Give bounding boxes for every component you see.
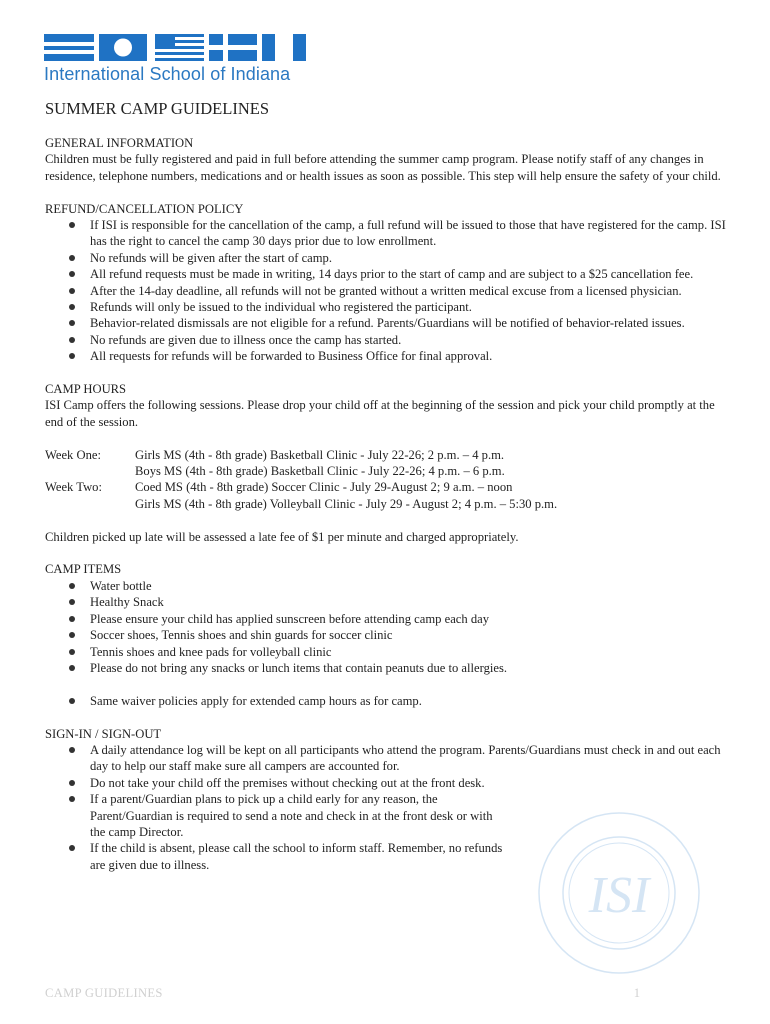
list-item: If the child is absent, please call the school to inform staff. Remember, no refunds are given due to illness.: [90, 840, 505, 873]
late-fee-note: Children picked up late will be assessed a late fee of $1 per minute and charged appropriately.: [45, 529, 519, 544]
week-label: Week Two:: [45, 480, 102, 495]
tricolor-flag-icon: [262, 34, 306, 61]
hours-intro: ISI Camp offers the following sessions. Please drop your child off at the beginning of the session and pick your child promptly at the end of the session.: [45, 398, 715, 429]
list-item: If a parent/Guardian plans to pick up a child early for any reason, the Parent/Guardian is required to send a note and check in at the front desk or with the camp Director.: [90, 791, 505, 840]
stars-stripes-flag-icon: [155, 34, 204, 61]
general-paragraph: Children must be fully registered and paid in full before attending the summer camp program. Please notify staff of any changes in residence, telephone numbers, medications and or health issues as soon as possible. This step will help ensure the safety of your child.: [45, 152, 721, 183]
session-item: Girls MS (4th - 8th grade) Volleyball Clinic - July 29 - August 2; 4 p.m. – 5:30 p.m.: [135, 496, 558, 511]
session-item: Boys MS (4th - 8th grade) Basketball Clinic - July 22-26; 4 p.m. – 6 p.m.: [135, 464, 505, 479]
isi-seal-watermark-icon: [534, 808, 704, 978]
list-item: After the 14-day deadline, all refunds will not be granted without a written medical excuse from a licensed physician.: [90, 283, 735, 299]
waiver-list: [45, 693, 735, 709]
list-item: Please do not bring any snacks or lunch items that contain peanuts due to allergies.: [90, 660, 735, 676]
list-item: Please ensure your child has applied sunscreen before attending camp each day: [90, 611, 735, 627]
list-item: Soccer shoes, Tennis shoes and shin guards for soccer clinic: [90, 627, 735, 643]
refund-list: [45, 217, 735, 365]
list-item: Healthy Snack: [90, 594, 735, 610]
list-item: No refunds will be given after the start of camp.: [90, 250, 735, 266]
list-item: Do not take your child off the premises without checking out at the front desk.: [90, 775, 735, 791]
session-item: Coed MS (4th - 8th grade) Soccer Clinic - July 29-August 2; 9 a.m. – noon: [135, 480, 513, 495]
week-label: Week One:: [45, 447, 101, 462]
list-item: Same waiver policies apply for extended camp hours as for camp.: [90, 693, 735, 709]
section-heading: GENERAL INFORMATION: [45, 136, 194, 150]
stripe-flag-icon: [44, 34, 94, 61]
school-logo: [44, 34, 306, 86]
document-body: [45, 135, 735, 890]
document-title: SUMMER CAMP GUIDELINES: [45, 99, 269, 118]
section-heading: CAMP HOURS: [45, 382, 127, 397]
cross-flag-icon: [209, 34, 257, 61]
section-heading: SIGN-IN / SIGN-OUT: [45, 726, 162, 741]
list-item: A daily attendance log will be kept on all participants who attend the program. Parents/Guardians must check in and out each day to help our staff make sure all campers are accounted for.: [90, 742, 735, 775]
list-item: No refunds are given due to illness once the camp has started.: [90, 332, 735, 348]
list-item: If ISI is responsible for the cancellation of the camp, a full refund will be issued to those that have registered for the camp. ISI has the right to cancel the camp 30 days prior due to low enrollment.: [90, 217, 735, 250]
list-item: All requests for refunds will be forwarded to Business Office for final approval.: [90, 348, 735, 364]
section-heading: CAMP ITEMS: [45, 562, 122, 577]
circle-flag-icon: [99, 34, 147, 61]
list-item: Behavior-related dismissals are not eligible for a refund. Parents/Guardians will be notified of behavior-related issues.: [90, 315, 735, 331]
refund-policy-section: [45, 201, 735, 365]
camp-items-list: [45, 578, 735, 676]
camp-hours-section: [45, 381, 735, 545]
school-name: International School of Indiana: [44, 64, 291, 84]
flags-logo-icon: [44, 34, 306, 61]
seal-text: ISI: [588, 867, 650, 924]
list-item: Tennis shoes and knee pads for volleyball clinic: [90, 644, 735, 660]
list-item: Water bottle: [90, 578, 735, 594]
page-number: 1: [633, 986, 640, 1000]
general-information-section: [45, 135, 735, 184]
section-heading: REFUND/CANCELLATION POLICY: [45, 201, 244, 216]
list-item: Refunds will only be issued to the individual who registered the participant.: [90, 299, 735, 315]
session-item: Girls MS (4th - 8th grade) Basketball Clinic - July 22-26; 2 p.m. – 4 p.m.: [135, 447, 505, 462]
footer-label: CAMP GUIDELINES: [45, 986, 163, 1000]
camp-items-section: [45, 561, 735, 709]
list-item: All refund requests must be made in writing, 14 days prior to the start of camp and are subject to a $25 cancellation fee.: [90, 266, 735, 282]
session-schedule: [45, 447, 735, 513]
